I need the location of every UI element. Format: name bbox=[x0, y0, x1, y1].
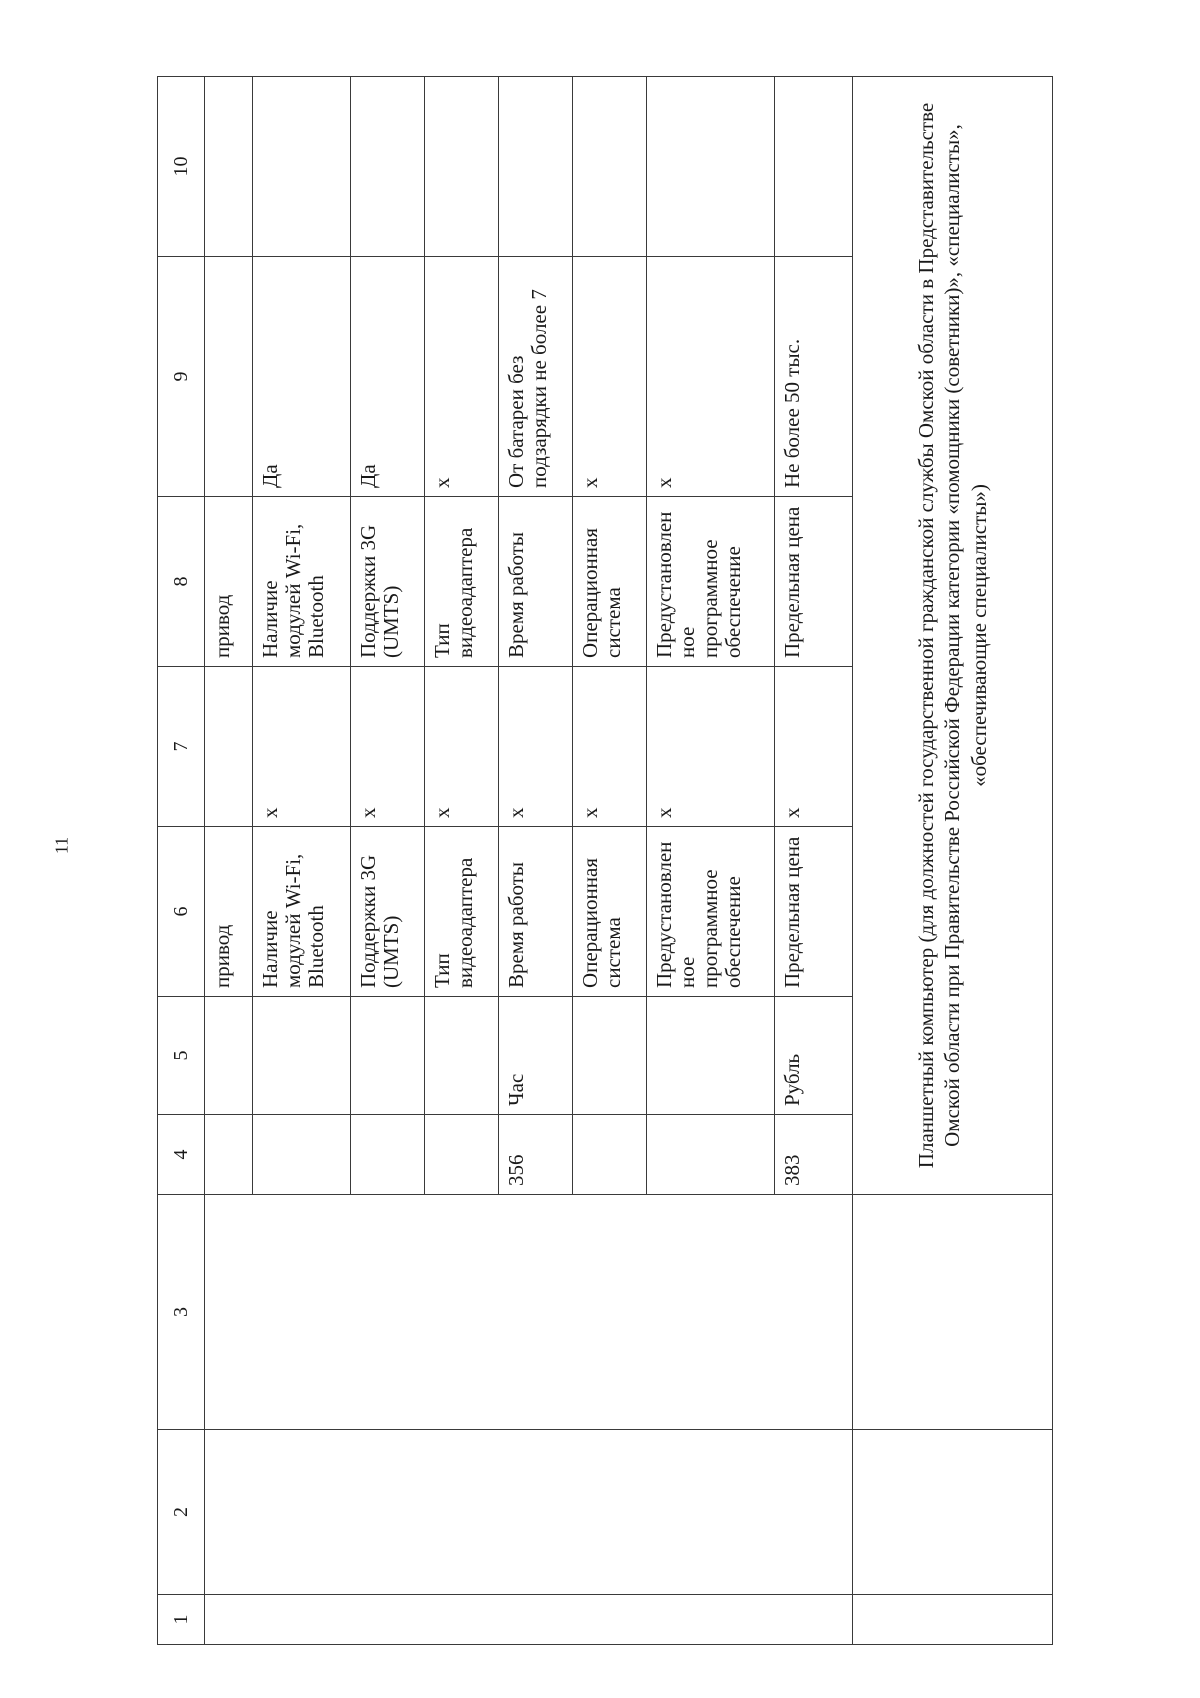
section-heading: Планшетный компьютер (для должностей государственной гражданской службы Омской области в Представительстве Омской области при Правительстве Российской Федерации категории «помощники (советники)», «специалисты», «обеспечивающие специалисты») bbox=[853, 77, 1053, 1195]
value-cell: x bbox=[775, 667, 853, 827]
column-header: 8 bbox=[158, 497, 205, 667]
note-cell bbox=[205, 77, 253, 257]
code-cell: 356 bbox=[499, 1115, 573, 1195]
column-header: 10 bbox=[158, 77, 205, 257]
characteristic-cell: Операционная система bbox=[573, 827, 647, 997]
value-cell: x bbox=[647, 257, 775, 497]
unit-cell bbox=[253, 997, 351, 1115]
unit-cell bbox=[647, 997, 775, 1115]
characteristic-cell: Наличие модулей Wi-Fi, Bluetooth bbox=[253, 497, 351, 667]
characteristic-cell: Предельная цена bbox=[775, 497, 853, 667]
characteristic-cell: Предельная цена bbox=[775, 827, 853, 997]
page-number: 11 bbox=[51, 836, 72, 855]
characteristic-cell: Время работы bbox=[499, 497, 573, 667]
unit-cell bbox=[351, 997, 425, 1115]
characteristic-cell: Поддержки 3G (UMTS) bbox=[351, 497, 425, 667]
unit-cell bbox=[573, 997, 647, 1115]
value-cell: Да bbox=[253, 257, 351, 497]
unit-cell bbox=[425, 997, 499, 1115]
characteristic-cell: привод bbox=[205, 497, 253, 667]
note-cell bbox=[253, 77, 351, 257]
characteristic-cell: Тип видеоадаптера bbox=[425, 497, 499, 667]
value-cell: x bbox=[647, 667, 775, 827]
column-header: 9 bbox=[158, 257, 205, 497]
column-header: 7 bbox=[158, 667, 205, 827]
value-cell: x bbox=[499, 667, 573, 827]
note-cell bbox=[499, 77, 573, 257]
characteristic-cell: Время работы bbox=[499, 827, 573, 997]
column-header: 1 bbox=[158, 1595, 205, 1645]
characteristic-cell: Предустановлен ное программное обеспечение bbox=[647, 827, 775, 997]
column-header: 6 bbox=[158, 827, 205, 997]
value-cell bbox=[205, 257, 253, 497]
value-cell: От батареи без подзарядки не более 7 bbox=[499, 257, 573, 497]
note-cell bbox=[775, 77, 853, 257]
unit-cell: Рубль bbox=[775, 997, 853, 1115]
section-row bbox=[853, 77, 1053, 1645]
code-cell bbox=[647, 1115, 775, 1195]
column-number-row bbox=[158, 77, 205, 1645]
column-header: 4 bbox=[158, 1115, 205, 1195]
specification-table bbox=[157, 76, 1053, 1645]
column-header: 2 bbox=[158, 1430, 205, 1595]
code-cell bbox=[425, 1115, 499, 1195]
value-cell: x bbox=[425, 667, 499, 827]
column-header: 3 bbox=[158, 1195, 205, 1430]
characteristic-cell: Поддержки 3G (UMTS) bbox=[351, 827, 425, 997]
characteristic-cell: привод bbox=[205, 827, 253, 997]
code-cell: 383 bbox=[775, 1115, 853, 1195]
value-cell: x bbox=[573, 257, 647, 497]
merged-cell-col3 bbox=[205, 1195, 853, 1430]
merged-cell-col2 bbox=[205, 1430, 853, 1595]
value-cell: Не более 50 тыс. bbox=[775, 257, 853, 497]
note-cell bbox=[647, 77, 775, 257]
section-cell-col3 bbox=[853, 1195, 1053, 1430]
code-cell bbox=[351, 1115, 425, 1195]
note-cell bbox=[573, 77, 647, 257]
value-cell: x bbox=[573, 667, 647, 827]
characteristic-cell: Предустановлен ное программное обеспечение bbox=[647, 497, 775, 667]
characteristic-cell: Тип видеоадаптера bbox=[425, 827, 499, 997]
code-cell bbox=[573, 1115, 647, 1195]
value-cell bbox=[205, 667, 253, 827]
table-row bbox=[205, 77, 253, 1645]
characteristic-cell: Операционная система bbox=[573, 497, 647, 667]
code-cell bbox=[205, 1115, 253, 1195]
section-cell-col1 bbox=[853, 1595, 1053, 1645]
code-cell bbox=[253, 1115, 351, 1195]
value-cell: x bbox=[253, 667, 351, 827]
column-header: 5 bbox=[158, 997, 205, 1115]
value-cell: x bbox=[425, 257, 499, 497]
unit-cell: Час bbox=[499, 997, 573, 1115]
note-cell bbox=[351, 77, 425, 257]
value-cell: x bbox=[351, 667, 425, 827]
note-cell bbox=[425, 77, 499, 257]
unit-cell bbox=[205, 997, 253, 1115]
characteristic-cell: Наличие модулей Wi-Fi, Bluetooth bbox=[253, 827, 351, 997]
value-cell: Да bbox=[351, 257, 425, 497]
section-cell-col2 bbox=[853, 1430, 1053, 1595]
rotated-table-wrapper bbox=[157, 77, 1052, 1645]
merged-cell-col1 bbox=[205, 1595, 853, 1645]
